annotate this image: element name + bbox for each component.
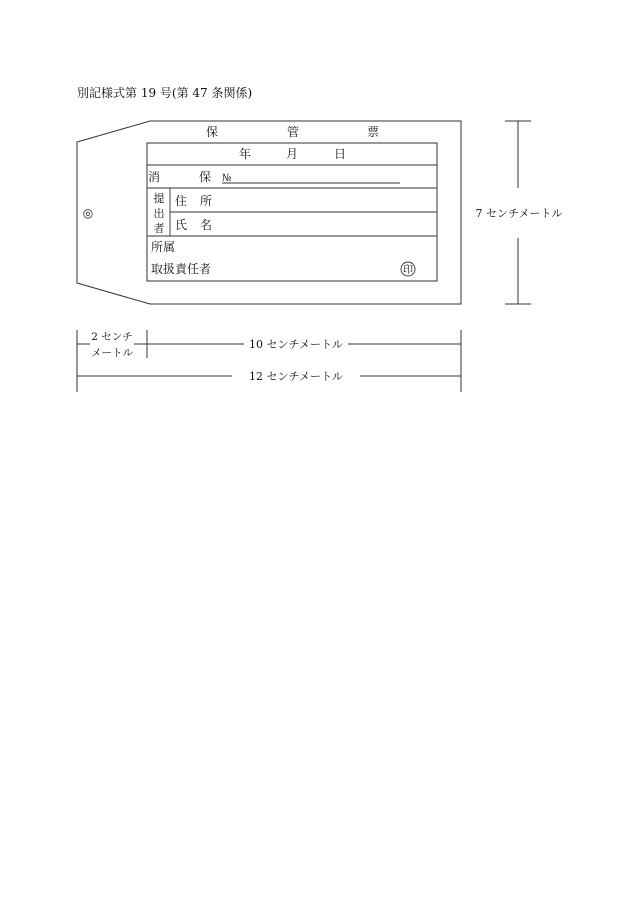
height-dim-label: 7 センチメートル <box>475 207 563 220</box>
shobo-char-2: 保 <box>198 170 212 184</box>
date-month-label: 月 <box>285 147 299 161</box>
flap-dim-label-line2: メートル <box>91 347 133 359</box>
name-char-1: 氏 <box>174 218 188 232</box>
seal-icon: 印 <box>403 265 413 276</box>
address-char-2: 所 <box>199 194 213 208</box>
flap-dim-label-line1: 2 センチ <box>91 331 133 343</box>
total-dim-label: 12 センチメートル <box>248 370 344 383</box>
date-year-label: 年 <box>238 147 252 161</box>
tag-title-char-1: 保 <box>205 125 219 139</box>
tag-hole-icon: ◎ <box>82 206 94 220</box>
body-dim-label: 10 センチメートル <box>248 338 344 351</box>
submitter-char-2: 出 <box>153 207 165 220</box>
address-char-1: 住 <box>174 194 188 208</box>
handler-label: 取扱責任者 <box>151 262 212 276</box>
shobo-char-1: 消 <box>147 170 161 184</box>
affiliation-label: 所属 <box>151 240 176 254</box>
tag-outline <box>77 121 461 304</box>
tag-title-char-2: 管 <box>286 125 300 139</box>
tag-title-char-3: 票 <box>366 125 380 139</box>
submitter-char-1: 提 <box>153 192 165 205</box>
date-day-label: 日 <box>333 147 347 161</box>
name-char-2: 名 <box>199 218 213 232</box>
number-symbol: № <box>222 173 232 184</box>
submitter-char-3: 者 <box>153 222 165 235</box>
form-heading: 別記様式第 19 号(第 47 条関係) <box>77 86 253 100</box>
